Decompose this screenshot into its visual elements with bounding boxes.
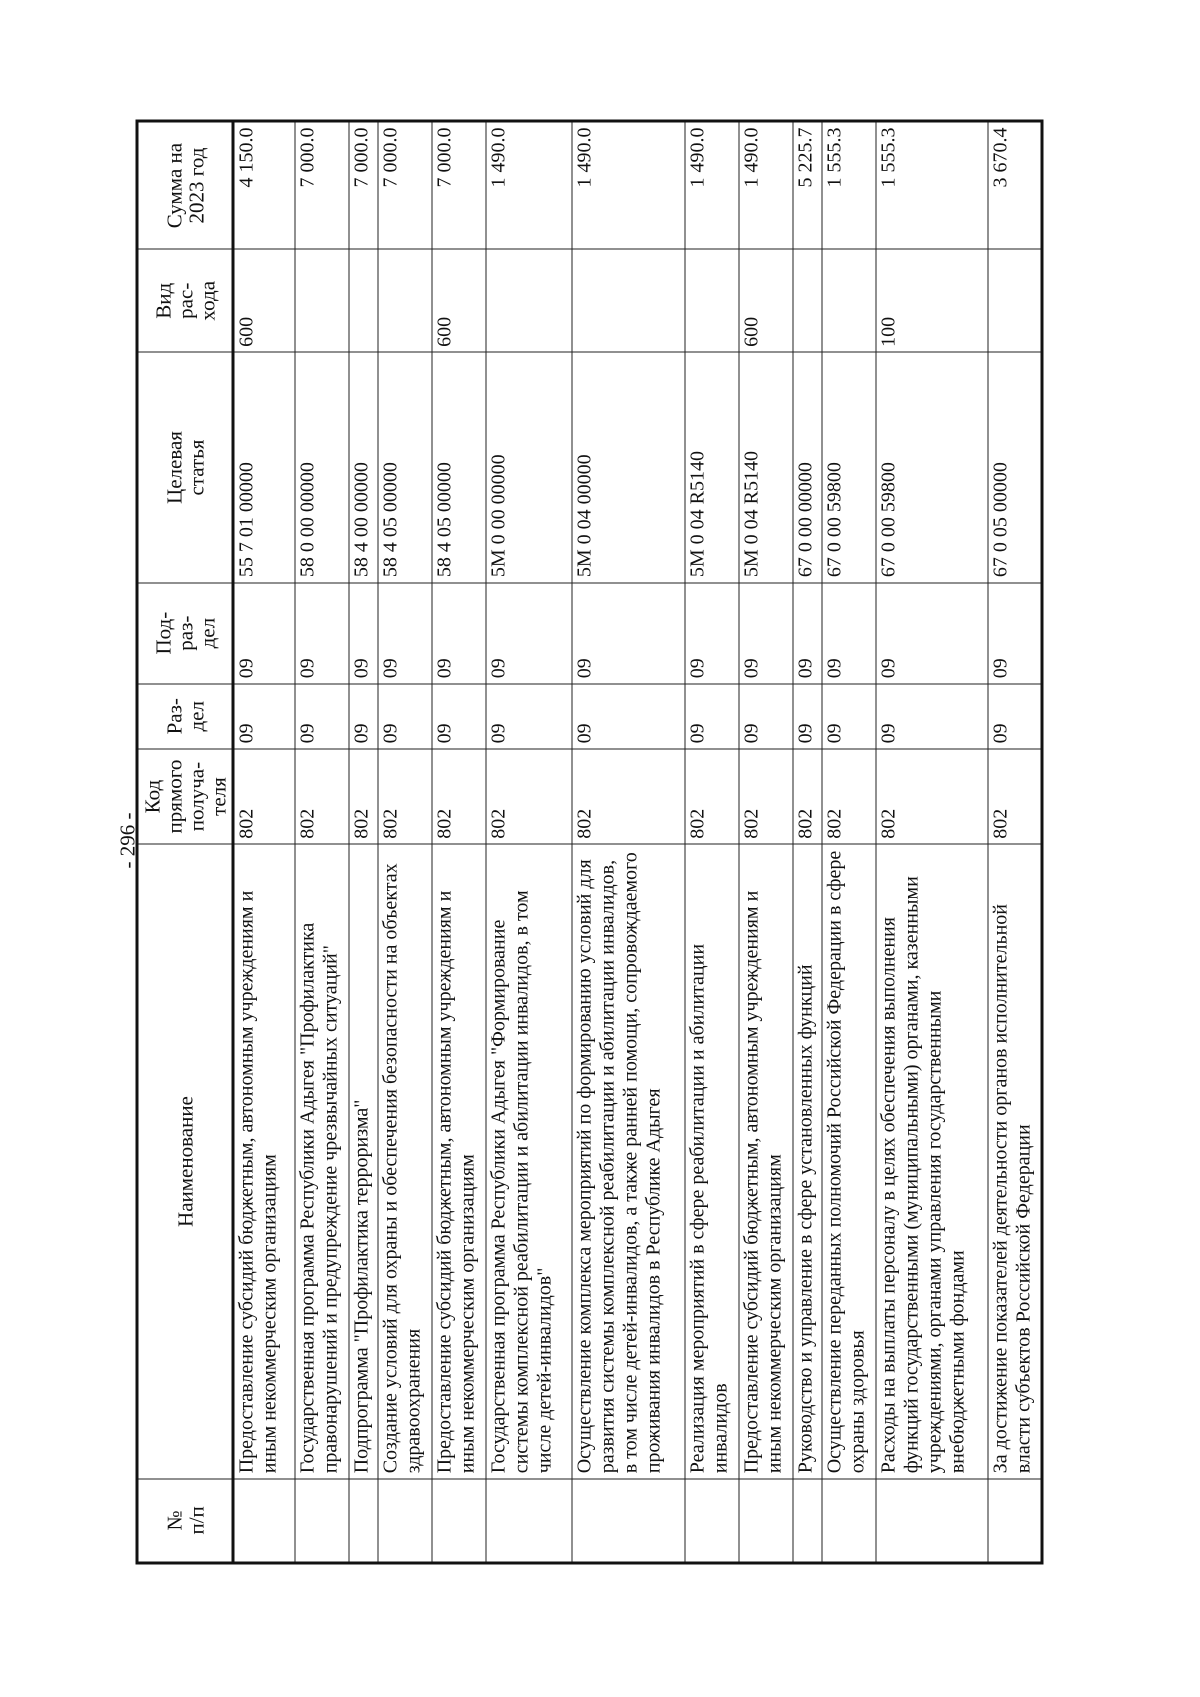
cell-razdel: 09 — [876, 684, 988, 749]
cell-vid — [378, 249, 432, 352]
cell-target: 5М 0 04 R5140 — [739, 352, 793, 582]
cell-sum: 7 000.0 — [432, 121, 486, 249]
cell-razdel: 09 — [233, 684, 295, 749]
header-code: Код прямого получа- теля — [137, 749, 233, 844]
table-header-row — [137, 121, 233, 1563]
cell-number — [486, 1479, 572, 1563]
cell-sum: 1 555.3 — [876, 121, 988, 249]
cell-razdel: 09 — [572, 684, 685, 749]
cell-name: Государственная программа Республики Адыгея "Профилактика правонарушений и предупреждение чрезвычайных ситуаций" — [295, 844, 349, 1479]
cell-vid — [793, 249, 822, 352]
cell-razdel: 09 — [378, 684, 432, 749]
cell-razdel: 09 — [432, 684, 486, 749]
cell-sum: 1 490.0 — [486, 121, 572, 249]
table-row — [378, 121, 432, 1563]
cell-name: Предоставление субсидий бюджетным, автономным учреждениям и иным некоммерческим организациям — [432, 844, 486, 1479]
cell-sum: 1 490.0 — [572, 121, 685, 249]
cell-podrazdel: 09 — [486, 583, 572, 684]
cell-number — [739, 1479, 793, 1563]
cell-vid — [572, 249, 685, 352]
cell-code: 802 — [572, 749, 685, 844]
cell-sum: 1 490.0 — [685, 121, 739, 249]
cell-sum: 7 000.0 — [295, 121, 349, 249]
cell-target: 67 0 00 00000 — [793, 352, 822, 582]
cell-razdel: 09 — [685, 684, 739, 749]
cell-podrazdel: 09 — [793, 583, 822, 684]
table-row — [432, 121, 486, 1563]
cell-razdel: 09 — [822, 684, 876, 749]
cell-razdel: 09 — [988, 684, 1042, 749]
cell-podrazdel: 09 — [988, 583, 1042, 684]
cell-sum: 7 000.0 — [349, 121, 378, 249]
cell-podrazdel: 09 — [233, 583, 295, 684]
cell-target: 67 0 00 59800 — [822, 352, 876, 582]
cell-code: 802 — [295, 749, 349, 844]
table-row — [822, 121, 876, 1563]
cell-name: Подпрограмма "Профилактика терроризма" — [349, 844, 378, 1479]
cell-podrazdel: 09 — [432, 583, 486, 684]
cell-number — [349, 1479, 378, 1563]
cell-code: 802 — [486, 749, 572, 844]
cell-name: Государственная программа Республики Адыгея "Формирование системы комплексной реабилитации и абилитации инвалидов, в том числе детей-инвалидов" — [486, 844, 572, 1479]
cell-code: 802 — [349, 749, 378, 844]
table-row — [349, 121, 378, 1563]
cell-number — [793, 1479, 822, 1563]
cell-number — [876, 1479, 988, 1563]
cell-code: 802 — [988, 749, 1042, 844]
cell-target: 5М 0 00 00000 — [486, 352, 572, 582]
cell-number — [685, 1479, 739, 1563]
cell-number — [432, 1479, 486, 1563]
header-sum: Сумма на 2023 год — [137, 121, 233, 249]
cell-razdel: 09 — [349, 684, 378, 749]
table-row — [739, 121, 793, 1563]
cell-name: Осуществление переданных полномочий Российской Федерации в сфере охраны здоровья — [822, 844, 876, 1479]
cell-target: 58 0 00 00000 — [295, 352, 349, 582]
cell-vid — [685, 249, 739, 352]
cell-podrazdel: 09 — [572, 583, 685, 684]
cell-podrazdel: 09 — [822, 583, 876, 684]
cell-podrazdel: 09 — [295, 583, 349, 684]
table-row — [685, 121, 739, 1563]
header-target: Целевая статья — [137, 352, 233, 582]
cell-vid — [822, 249, 876, 352]
cell-vid: 600 — [432, 249, 486, 352]
cell-code: 802 — [233, 749, 295, 844]
cell-name: Расходы на выплаты персоналу в целях обеспечения выполнения функций государственными (муниципальными) органами, казенными учреждениями, органами управления государственными внебюджетными фондами — [876, 844, 988, 1479]
cell-number — [822, 1479, 876, 1563]
cell-podrazdel: 09 — [685, 583, 739, 684]
table-row — [295, 121, 349, 1563]
cell-target: 58 4 05 00000 — [378, 352, 432, 582]
cell-name: За достижение показателей деятельности органов исполнительной власти субъектов Российской Федерации — [988, 844, 1042, 1479]
cell-name: Предоставление субсидий бюджетным, автономным учреждениям и иным некоммерческим организациям — [233, 844, 295, 1479]
cell-vid — [349, 249, 378, 352]
cell-razdel: 09 — [793, 684, 822, 749]
cell-vid — [988, 249, 1042, 352]
table-row — [486, 121, 572, 1563]
cell-podrazdel: 09 — [378, 583, 432, 684]
cell-code: 802 — [876, 749, 988, 844]
header-podrazdel: Под- раз- дел — [137, 583, 233, 684]
cell-sum: 7 000.0 — [378, 121, 432, 249]
cell-razdel: 09 — [739, 684, 793, 749]
cell-podrazdel: 09 — [876, 583, 988, 684]
table-row — [572, 121, 685, 1563]
cell-razdel: 09 — [295, 684, 349, 749]
cell-razdel: 09 — [486, 684, 572, 749]
cell-number — [378, 1479, 432, 1563]
cell-sum: 1 555.3 — [822, 121, 876, 249]
cell-number — [572, 1479, 685, 1563]
table-row — [988, 121, 1042, 1563]
cell-vid: 100 — [876, 249, 988, 352]
header-number: № п/п — [137, 1479, 233, 1563]
cell-vid — [295, 249, 349, 352]
cell-sum: 4 150.0 — [233, 121, 295, 249]
cell-podrazdel: 09 — [349, 583, 378, 684]
cell-name: Предоставление субсидий бюджетным, автономным учреждениям и иным некоммерческим организациям — [739, 844, 793, 1479]
cell-code: 802 — [822, 749, 876, 844]
cell-vid: 600 — [739, 249, 793, 352]
cell-target: 67 0 00 59800 — [876, 352, 988, 582]
cell-vid — [486, 249, 572, 352]
cell-sum: 3 670.4 — [988, 121, 1042, 249]
cell-sum: 5 225.7 — [793, 121, 822, 249]
page-number: - 296 - — [115, 812, 140, 868]
cell-target: 5М 0 04 00000 — [572, 352, 685, 582]
cell-sum: 1 490.0 — [739, 121, 793, 249]
cell-target: 58 4 05 00000 — [432, 352, 486, 582]
cell-vid: 600 — [233, 249, 295, 352]
cell-number — [988, 1479, 1042, 1563]
cell-podrazdel: 09 — [739, 583, 793, 684]
cell-code: 802 — [793, 749, 822, 844]
cell-code: 802 — [739, 749, 793, 844]
cell-code: 802 — [432, 749, 486, 844]
table-row — [876, 121, 988, 1563]
header-vid: Вид рас- хода — [137, 249, 233, 352]
cell-name: Реализация мероприятий в сфере реабилитации и абилитации инвалидов — [685, 844, 739, 1479]
cell-name: Создание условий для охраны и обеспечения безопасности на объектах здравоохранения — [378, 844, 432, 1479]
rotated-table-container — [136, 120, 1044, 1565]
table-row — [233, 121, 295, 1563]
cell-target: 55 7 01 00000 — [233, 352, 295, 582]
header-name: Наименование — [137, 844, 233, 1479]
cell-code: 802 — [685, 749, 739, 844]
cell-number — [295, 1479, 349, 1563]
table-row — [793, 121, 822, 1563]
cell-code: 802 — [378, 749, 432, 844]
cell-number — [233, 1479, 295, 1563]
header-razdel: Раз- дел — [137, 684, 233, 749]
cell-target: 67 0 05 00000 — [988, 352, 1042, 582]
cell-name: Руководство и управление в сфере установленных функций — [793, 844, 822, 1479]
budget-table — [136, 120, 1044, 1565]
cell-target: 58 4 00 00000 — [349, 352, 378, 582]
cell-target: 5М 0 04 R5140 — [685, 352, 739, 582]
cell-name: Осуществление комплекса мероприятий по формированию условий для развития системы комплексной реабилитации и абилитации инвалидов, в том числе детей-инвалидов, а также ранней помощи, сопровождаемого проживания инвалидов в Республике Адыгея — [572, 844, 685, 1479]
